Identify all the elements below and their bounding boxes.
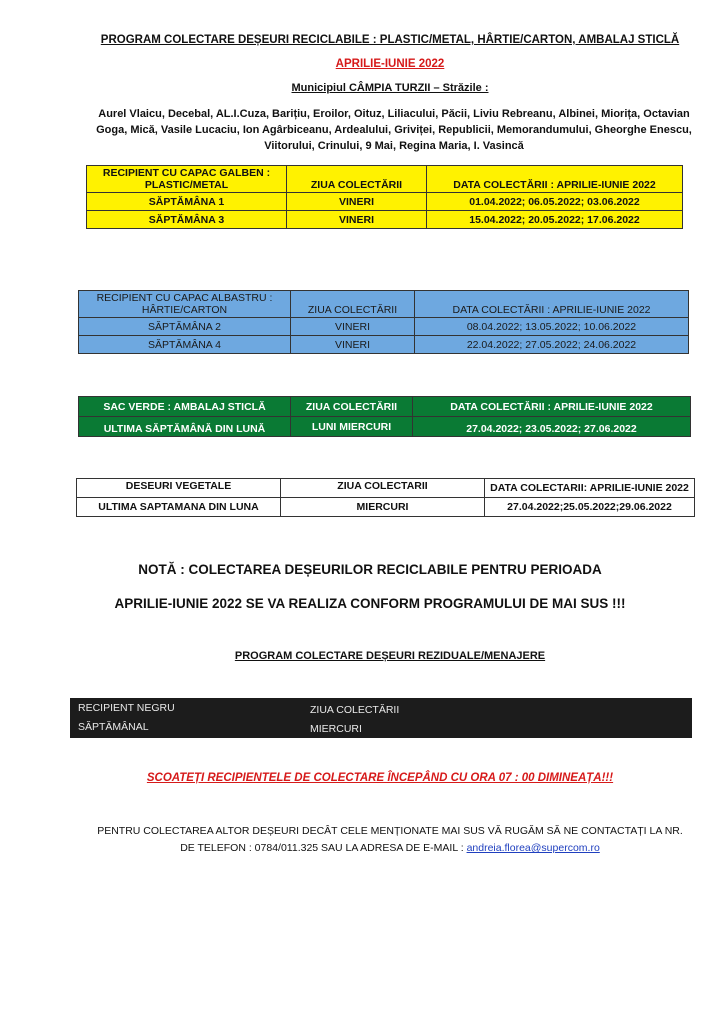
table-row — [79, 417, 691, 437]
table-cell: VINERI — [287, 193, 427, 211]
table-cell: SĂPTĂMÂNA 4 — [79, 336, 291, 354]
table-header-cell: RECIPIENT CU CAPAC ALBASTRU : HÂRTIE/CARTON — [79, 291, 291, 318]
note-line-2: APRILIE-IUNIE 2022 SE VA REALIZA CONFORM PROGRAMULUI DE MAI SUS !!! — [114, 596, 626, 611]
footer-line-1: PENTRU COLECTAREA ALTOR DEȘEURI DECÂT CELE MENȚIONATE MAI SUS VĂ RUGĂM SĂ NE CONTACTAȚI LA NR. — [97, 825, 683, 837]
green-bag-table — [78, 396, 691, 437]
table-header-cell: ZIUA COLECTĂRII — [291, 291, 415, 318]
table-cell: SĂPTĂMÂNA 1 — [87, 193, 287, 211]
residual-bin-bar — [70, 698, 692, 738]
table-header-row — [79, 291, 689, 318]
table-row — [87, 193, 683, 211]
table-header-cell: DESEURI VEGETALE — [77, 479, 281, 498]
table-header-cell: DATA COLECTARII: APRILIE-IUNIE 2022 — [485, 479, 695, 498]
table-cell: 08.04.2022; 13.05.2022; 10.06.2022 — [415, 318, 689, 336]
table-header-cell: ZIUA COLECTĂRII — [287, 166, 427, 193]
table-cell: SĂPTĂMÂNA 2 — [79, 318, 291, 336]
table-header-row — [87, 166, 683, 193]
residual-program-title: PROGRAM COLECTARE DEȘEURI REZIDUALE/MENAJERE — [234, 650, 546, 662]
table-header-cell: ZIUA COLECTĂRII — [291, 397, 413, 417]
table-header-cell: SAC VERDE : AMBALAJ STICLĂ — [79, 397, 291, 417]
table-cell: MIERCURI — [281, 498, 485, 517]
note-line-1: NOTĂ : COLECTAREA DEȘEURILOR RECICLABILE PENTRU PERIOADA — [138, 562, 602, 577]
period-title: APRILIE-IUNIE 2022 — [335, 58, 445, 70]
table-row — [87, 211, 683, 229]
yellow-bin-table — [86, 165, 683, 229]
table-cell: VINERI — [291, 336, 415, 354]
blue-bin-table — [78, 290, 689, 354]
footer-line-2 — [60, 840, 720, 857]
table-cell: 15.04.2022; 20.05.2022; 17.06.2022 — [427, 211, 683, 229]
residual-day-value: MIERCURI — [310, 723, 362, 735]
warning-text: SCOATEȚI RECIPIENTELE DE COLECTARE ÎNCEPÂND CU ORA 07 : 00 DIMINEAȚA!!! — [146, 772, 614, 784]
table-header-cell: ZIUA COLECTARII — [281, 479, 485, 498]
table-cell: VINERI — [287, 211, 427, 229]
table-cell: 27.04.2022; 23.05.2022; 27.06.2022 — [413, 417, 691, 437]
residual-bin-label: RECIPIENT NEGRU — [78, 702, 175, 714]
table-cell: 27.04.2022;25.05.2022;29.06.2022 — [485, 498, 695, 517]
footer-phone-text: DE TELEFON : 0784/011.325 SAU LA ADRESA DE E-MAIL : — [180, 842, 464, 854]
streets-list: Aurel Vlaicu, Decebal, AL.I.Cuza, Barițiu, Eroilor, Oituz, Liliacului, Păcii, Liviu Rebreanu, Albinei, Miorița, Octavian Goga, Mică, Vasile Lucaciu, Ion Agârbiceanu, Ardealului, Griviței, Republicii, Memorandumului, Gheorghe Enescu, Viitorului, Crinului, 9 Mai, Regina Maria, I. Vasincă — [96, 108, 692, 152]
residual-day-header: ZIUA COLECTĂRII — [310, 704, 400, 716]
residual-bin-frequency: SĂPTĂMÂNAL — [78, 721, 149, 733]
vegetal-waste-table — [76, 478, 695, 517]
table-cell: LUNI MIERCURI — [291, 417, 413, 437]
table-header-row — [77, 479, 695, 498]
table-header-cell: RECIPIENT CU CAPAC GALBEN : PLASTIC/METAL — [87, 166, 287, 193]
table-row — [79, 318, 689, 336]
table-cell: VINERI — [291, 318, 415, 336]
table-cell: ULTIMA SAPTAMANA DIN LUNA — [77, 498, 281, 517]
municipality-label: Municipiul CÂMPIA TURZII – Străzile : — [291, 82, 489, 94]
document-title: PROGRAM COLECTARE DEȘEURI RECICLABILE : PLASTIC/METAL, HÂRTIE/CARTON, AMBALAJ STICLĂ — [100, 34, 680, 46]
table-cell: 22.04.2022; 27.05.2022; 24.06.2022 — [415, 336, 689, 354]
table-header-cell: DATA COLECTĂRII : APRILIE-IUNIE 2022 — [413, 397, 691, 417]
table-row — [79, 336, 689, 354]
contact-footer — [60, 823, 720, 857]
table-header-cell: DATA COLECTĂRII : APRILIE-IUNIE 2022 — [427, 166, 683, 193]
table-row — [77, 498, 695, 517]
table-cell: ULTIMA SĂPTĂMÂNĂ DIN LUNĂ — [79, 417, 291, 437]
table-header-cell: DATA COLECTĂRII : APRILIE-IUNIE 2022 — [415, 291, 689, 318]
table-header-row — [79, 397, 691, 417]
table-cell: 01.04.2022; 06.05.2022; 03.06.2022 — [427, 193, 683, 211]
email-link[interactable]: andreia.florea@supercom.ro — [466, 842, 600, 854]
table-cell: SĂPTĂMÂNA 3 — [87, 211, 287, 229]
